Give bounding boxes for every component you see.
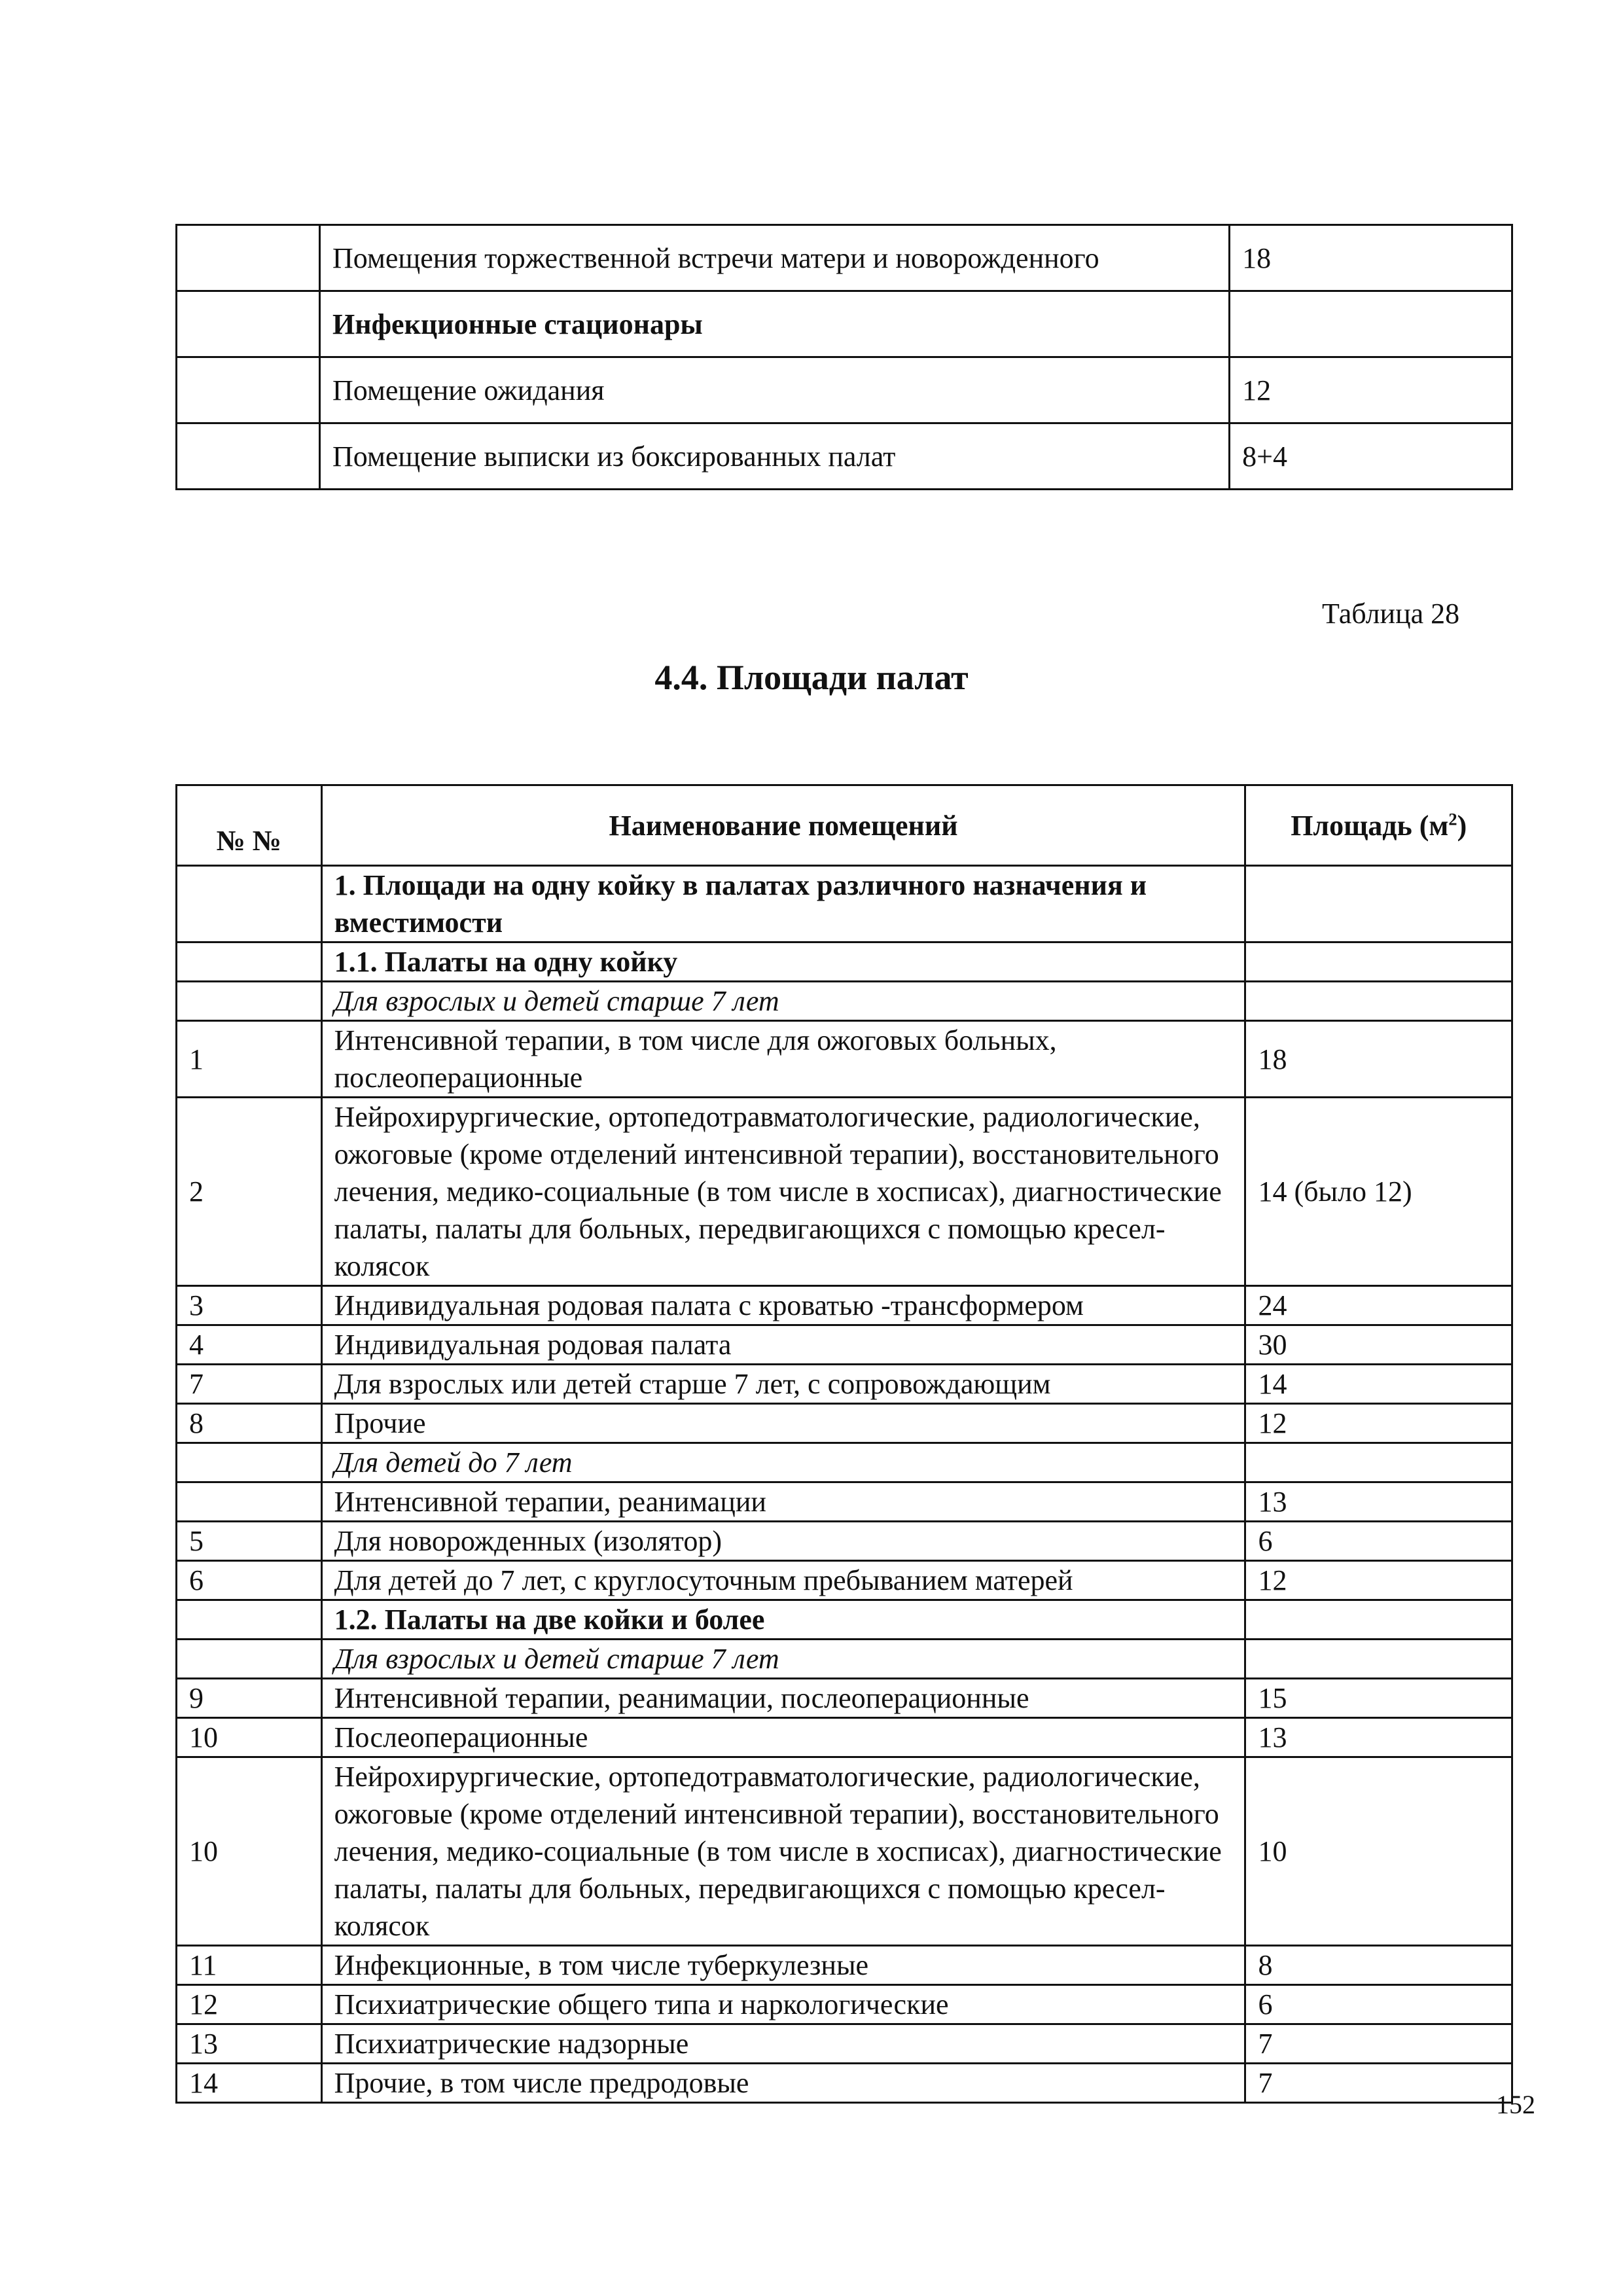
- table-row: [177, 225, 1512, 291]
- table-row: [177, 357, 1512, 423]
- row-name: Для детей до 7 лет: [321, 1443, 1245, 1482]
- row-number: 6: [177, 1561, 322, 1600]
- row-area: 15: [1245, 1679, 1512, 1718]
- row-area: [1245, 982, 1512, 1021]
- row-name: Психиатрические общего типа и наркологические: [321, 1985, 1245, 2024]
- table-row: [177, 1757, 1512, 1946]
- table-row: [177, 2064, 1512, 2103]
- header-number: № №: [177, 785, 322, 866]
- row-number: 3: [177, 1286, 322, 1325]
- table-row: [177, 423, 1512, 490]
- page-number: 152: [1496, 2090, 1535, 2119]
- row-area: 18: [1230, 225, 1512, 291]
- row-number: 1: [177, 1021, 322, 1098]
- table-row: [177, 1098, 1512, 1286]
- table-row: [177, 1021, 1512, 1098]
- header-area-close: ): [1457, 809, 1467, 842]
- ward-area-table: [175, 784, 1513, 2104]
- row-name: Инфекционные, в том числе туберкулезные: [321, 1946, 1245, 1985]
- row-number: 10: [177, 1757, 322, 1946]
- row-number: 5: [177, 1522, 322, 1561]
- row-name: Интенсивной терапии, реанимации, послеоперационные: [321, 1679, 1245, 1718]
- header-name: Наименование помещений: [321, 785, 1245, 866]
- table-header-row: [177, 785, 1512, 866]
- row-name: Нейрохирургические, ортопедотравматологические, радиологические, ожоговые (кроме отделений интенсивной терапии), восстановительного лечения, медико-социальные (в том числе в хосписах), диагностические палаты, палаты для больных, передвигающихся с помощью кресел-колясок: [321, 1757, 1245, 1946]
- table-row: [177, 982, 1512, 1021]
- table-row: [177, 291, 1512, 357]
- table-number: Таблица 28: [1322, 598, 1460, 630]
- row-name: Инфекционные стационары: [320, 291, 1230, 357]
- row-number: 7: [177, 1365, 322, 1404]
- table-row: [177, 1286, 1512, 1325]
- row-name: Прочие: [321, 1404, 1245, 1443]
- row-name: Послеоперационные: [321, 1718, 1245, 1757]
- table-row: [177, 1985, 1512, 2024]
- table-row: [177, 1718, 1512, 1757]
- row-name: Для взрослых и детей старше 7 лет: [321, 1640, 1245, 1679]
- row-number: [177, 1443, 322, 1482]
- continuation-table: [175, 224, 1513, 490]
- row-area: 30: [1245, 1325, 1512, 1365]
- row-name: Индивидуальная родовая палата с кроватью -трансформером: [321, 1286, 1245, 1325]
- row-area: [1230, 291, 1512, 357]
- row-number: [177, 866, 322, 942]
- row-number: 9: [177, 1679, 322, 1718]
- row-number: [177, 1640, 322, 1679]
- row-name: Интенсивной терапии, реанимации: [321, 1482, 1245, 1522]
- row-name: Для детей до 7 лет, с круглосуточным пребыванием матерей: [321, 1561, 1245, 1600]
- row-number: 2: [177, 1098, 322, 1286]
- row-name: Для взрослых или детей старше 7 лет, с сопровождающим: [321, 1365, 1245, 1404]
- row-number: 8: [177, 1404, 322, 1443]
- table-row: [177, 1325, 1512, 1365]
- header-area: [1245, 785, 1512, 866]
- row-area: 14 (было 12): [1245, 1098, 1512, 1286]
- row-name: Помещение ожидания: [320, 357, 1230, 423]
- row-number: [177, 291, 320, 357]
- row-area: [1245, 1600, 1512, 1640]
- table-row: [177, 1522, 1512, 1561]
- row-name: Нейрохирургические, ортопедотравматологические, радиологические, ожоговые (кроме отделений интенсивной терапии), восстановительного лечения, медико-социальные (в том числе в хосписах), диагностические палаты, палаты для больных, передвигающихся с помощью кресел-колясок: [321, 1098, 1245, 1286]
- row-area: 7: [1245, 2024, 1512, 2064]
- header-area-label: Площадь (м: [1291, 809, 1449, 842]
- table-row: [177, 942, 1512, 982]
- row-area: [1245, 866, 1512, 942]
- row-name: Прочие, в том числе предродовые: [321, 2064, 1245, 2103]
- row-area: 8+4: [1230, 423, 1512, 490]
- row-area: 6: [1245, 1522, 1512, 1561]
- row-area: [1245, 1640, 1512, 1679]
- row-number: [177, 982, 322, 1021]
- row-name: Помещения торжественной встречи матери и новорожденного: [320, 225, 1230, 291]
- row-number: 4: [177, 1325, 322, 1365]
- row-area: 13: [1245, 1718, 1512, 1757]
- row-name: 1.1. Палаты на одну койку: [321, 942, 1245, 982]
- row-name: Для взрослых и детей старше 7 лет: [321, 982, 1245, 1021]
- row-area: 8: [1245, 1946, 1512, 1985]
- row-name: 1. Площади на одну койку в палатах различного назначения и вместимости: [321, 866, 1245, 942]
- row-area: 18: [1245, 1021, 1512, 1098]
- table-row: [177, 1365, 1512, 1404]
- row-number: [177, 1600, 322, 1640]
- table-row: [177, 866, 1512, 942]
- table-row: [177, 1561, 1512, 1600]
- row-area: 12: [1230, 357, 1512, 423]
- table-title: 4.4. Площади палат: [654, 658, 969, 697]
- row-area: 12: [1245, 1404, 1512, 1443]
- row-area: 13: [1245, 1482, 1512, 1522]
- table-row: [177, 1443, 1512, 1482]
- row-number: 13: [177, 2024, 322, 2064]
- row-number: [177, 225, 320, 291]
- row-name: Интенсивной терапии, в том числе для ожоговых больных, послеоперационные: [321, 1021, 1245, 1098]
- row-name: Помещение выписки из боксированных палат: [320, 423, 1230, 490]
- row-number: [177, 942, 322, 982]
- header-area-superscript: 2: [1448, 808, 1457, 829]
- row-area: 10: [1245, 1757, 1512, 1946]
- row-number: 10: [177, 1718, 322, 1757]
- row-name: Психиатрические надзорные: [321, 2024, 1245, 2064]
- table-row: [177, 1600, 1512, 1640]
- row-number: [177, 1482, 322, 1522]
- table-row: [177, 1482, 1512, 1522]
- row-area: 6: [1245, 1985, 1512, 2024]
- table-row: [177, 1946, 1512, 1985]
- row-number: 12: [177, 1985, 322, 2024]
- table-row: [177, 1679, 1512, 1718]
- row-number: [177, 423, 320, 490]
- row-number: 11: [177, 1946, 322, 1985]
- row-area: 14: [1245, 1365, 1512, 1404]
- row-area: 7: [1245, 2064, 1512, 2103]
- row-number: [177, 357, 320, 423]
- row-area: 12: [1245, 1561, 1512, 1600]
- table-row: [177, 1640, 1512, 1679]
- row-name: 1.2. Палаты на две койки и более: [321, 1600, 1245, 1640]
- row-number: 14: [177, 2064, 322, 2103]
- row-name: Индивидуальная родовая палата: [321, 1325, 1245, 1365]
- row-area: [1245, 942, 1512, 982]
- row-name: Для новорожденных (изолятор): [321, 1522, 1245, 1561]
- table-row: [177, 2024, 1512, 2064]
- row-area: 24: [1245, 1286, 1512, 1325]
- row-area: [1245, 1443, 1512, 1482]
- table-row: [177, 1404, 1512, 1443]
